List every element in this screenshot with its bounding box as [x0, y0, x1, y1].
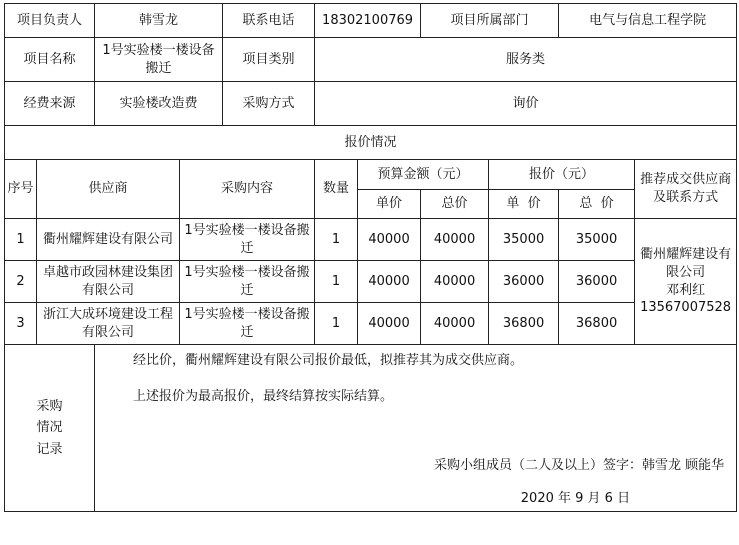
phone-label: 联系电话: [223, 4, 315, 38]
record-label-text: 采购情况记录: [36, 398, 63, 457]
quote-section-row: [5, 126, 737, 160]
table-row: [5, 219, 737, 261]
fund-value: 实验楼改造费: [95, 82, 223, 126]
procurement-record-form: [4, 3, 737, 512]
col-recommend-header: 推荐成交供应商及联系方式: [635, 160, 737, 219]
record-note: 上述报价为最高报价，最终结算按实际结算。: [133, 389, 394, 404]
table-row: [5, 303, 737, 345]
row-content: 1号实验楼一楼设备搬迁: [180, 219, 315, 261]
col-index-header: 序号: [5, 160, 37, 219]
table-row: [5, 261, 737, 303]
recommended-contact: 邓利红: [666, 282, 706, 298]
record-body: [95, 345, 737, 512]
row-quote-total: 35000: [559, 219, 635, 261]
col-supplier-header: 供应商: [37, 160, 180, 219]
record-conclusion: 经比价，衢州耀辉建设有限公司报价最低，拟推荐其为成交供应商。: [133, 353, 524, 368]
col-content-header: 采购内容: [180, 160, 315, 219]
row-content: 1号实验楼一楼设备搬迁: [180, 261, 315, 303]
quote-section-title: 报价情况: [5, 126, 737, 160]
leader-label: 项目负责人: [5, 4, 95, 38]
fund-label: 经费来源: [5, 82, 95, 126]
row-quote-unit: 36000: [489, 261, 559, 303]
record-signature: 采购小组成员（二人及以上）签字：韩雪龙 顾能华: [433, 458, 725, 473]
record-row: [5, 345, 737, 512]
row-quantity: 1: [315, 303, 358, 345]
leader-value: 韩雪龙: [95, 4, 223, 38]
category-value: 服务类: [315, 38, 737, 82]
method-label: 采购方式: [223, 82, 315, 126]
col-budget-unit-header: 单价: [358, 190, 421, 219]
row-budget-unit: 40000: [358, 261, 421, 303]
row-budget-unit: 40000: [358, 303, 421, 345]
info-row-name: [5, 38, 737, 82]
row-budget-total: 40000: [421, 261, 489, 303]
row-supplier: 浙江大成环境建设工程有限公司: [37, 303, 180, 345]
row-quote-unit: 35000: [489, 219, 559, 261]
procurement-table: [4, 3, 737, 512]
name-value: 1号实验楼一楼设备搬迁: [95, 38, 223, 82]
category-label: 项目类别: [223, 38, 315, 82]
row-index: 3: [5, 303, 37, 345]
dept-label: 项目所属部门: [421, 4, 559, 38]
row-supplier: 卓越市政园林建设集团有限公司: [37, 261, 180, 303]
row-quote-unit: 36800: [489, 303, 559, 345]
name-label: 项目名称: [5, 38, 95, 82]
info-row-leader: [5, 4, 737, 38]
info-row-fund: [5, 82, 737, 126]
row-budget-total: 40000: [421, 219, 489, 261]
row-content: 1号实验楼一楼设备搬迁: [180, 303, 315, 345]
row-quote-total: 36800: [559, 303, 635, 345]
record-label: [5, 345, 95, 512]
row-supplier: 衢州耀辉建设有限公司: [37, 219, 180, 261]
dept-value: 电气与信息工程学院: [559, 4, 737, 38]
column-header-row-1: [5, 160, 737, 190]
row-quote-total: 36000: [559, 261, 635, 303]
col-quote-unit-header: 单 价: [489, 190, 559, 219]
record-date: 2020 年 9 月 6 日: [520, 491, 631, 506]
col-budget-total-header: 总价: [421, 190, 489, 219]
row-index: 2: [5, 261, 37, 303]
row-budget-unit: 40000: [358, 219, 421, 261]
phone-value: 18302100769: [315, 4, 421, 38]
col-quantity-header: 数量: [315, 160, 358, 219]
row-quantity: 1: [315, 261, 358, 303]
row-quantity: 1: [315, 219, 358, 261]
col-quote-total-header: 总 价: [559, 190, 635, 219]
recommended-supplier: [635, 219, 737, 345]
method-value: 询价: [315, 82, 737, 126]
row-budget-total: 40000: [421, 303, 489, 345]
recommended-phone: 13567007528: [640, 300, 732, 316]
col-budget-header: 预算金额（元）: [358, 160, 489, 190]
recommended-company: 衢州耀辉建设有限公司: [640, 247, 732, 280]
row-index: 1: [5, 219, 37, 261]
col-quote-header: 报价（元）: [489, 160, 635, 190]
